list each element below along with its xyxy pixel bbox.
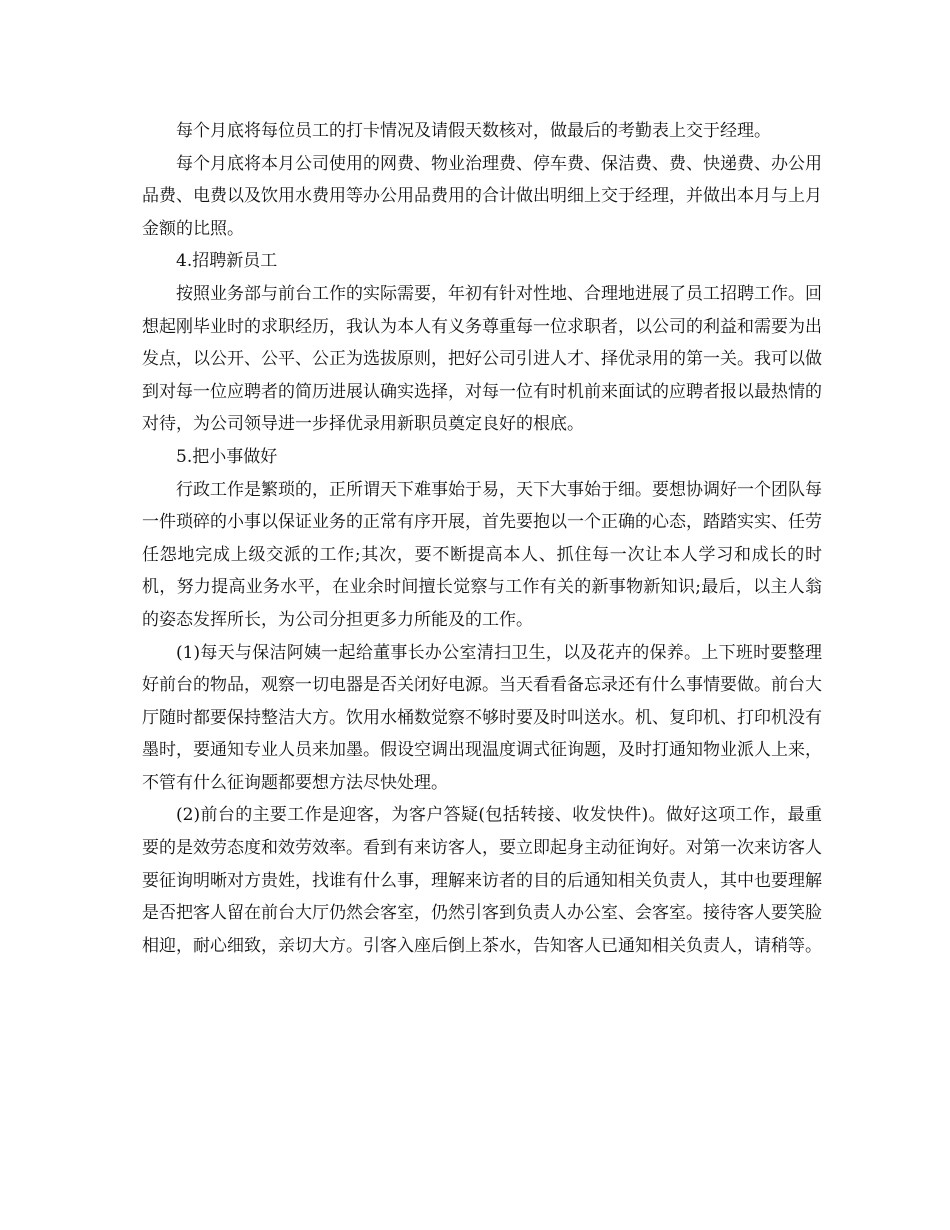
document-body <box>142 115 822 962</box>
paragraph-recruitment: 按照业务部与前台工作的实际需要，年初有针对性地、合理地进展了员工招聘工作。回想起刚毕业时的求职经历，我认为本人有义务尊重每一位求职者，以公司的利益和需要为出发点，以公开、公平、公正为选拔原则，把好公司引进人才、择优录用的第一关。我可以做到对每一位应聘者的简历进展认确实选择，对每一位有时机前来面试的应聘者报以最热情的对待，为公司领导进一步择优录用新职员奠定良好的根底。 <box>142 283 822 435</box>
paragraph-attendance: 每个月底将每位员工的打卡情况及请假天数核对，做最后的考勤表上交于经理。 <box>176 121 771 141</box>
paragraph-expenses: 每个月底将本月公司使用的网费、物业治理费、停车费、保洁费、费、快递费、办公用品费、电费以及饮用水费用等办公用品费用的合计做出明细上交于经理，并做出本月与上月金额的比照。 <box>142 153 822 239</box>
paragraph-daily-cleaning: (1)每天与保洁阿姨一起给董事长办公室清扫卫生，以及花卉的保养。上下班时要整理好前台的物品，观察一切电器是否关闭好电源。当天看看备忘录还有什么事情要做。前台大厅随时都要保持整洁大方。饮用水桶数觉察不够时要及时叫送水。机、复印机、打印机没有墨时，要通知专业人员来加墨。假设空调出现温度调式征询题，及时打通知物业派人上来，不管有什么征询题都要想方法尽快处理。 <box>142 642 822 793</box>
section-heading-small-things: 5.把小事做好 <box>176 446 278 467</box>
paragraph-admin-work: 行政工作是繁琐的，正所谓天下难事始于易，天下大事始于细。要想协调好一个团队每一件琐碎的小事以保证业务的正常有序开展，首先要抱以一个正确的心态，踏踏实实、任劳任怨地完成上级交派的工作;其次，要不断提高本人、抓住每一次让本人学习和成长的时机，努力提高业务水平，在业余时间擅长觉察与工作有关的新事物新知识;最后，以主人翁的姿态发挥所长，为公司分担更多力所能及的工作。 <box>142 479 822 630</box>
section-heading-recruitment: 4.招聘新员工 <box>176 251 278 272</box>
paragraph-reception: (2)前台的主要工作是迎客，为客户答疑(包括转接、收发快件)。做好这项工作，最重要的是效劳态度和效劳效率。看到有来访客人，要立即起身主动征询好。对第一次来访客人要征询明晰对方贵姓，找谁有什么事，理解来访者的目的后通知相关负责人，其中也要理解是否把客人留在前台大厅仍然会客室，仍然引客到负责人办公室、会客室。接待客人要笑脸相迎，耐心细致，亲切大方。引客入座后倒上茶水，告知客人已通知相关负责人，请稍等。 <box>142 805 822 956</box>
